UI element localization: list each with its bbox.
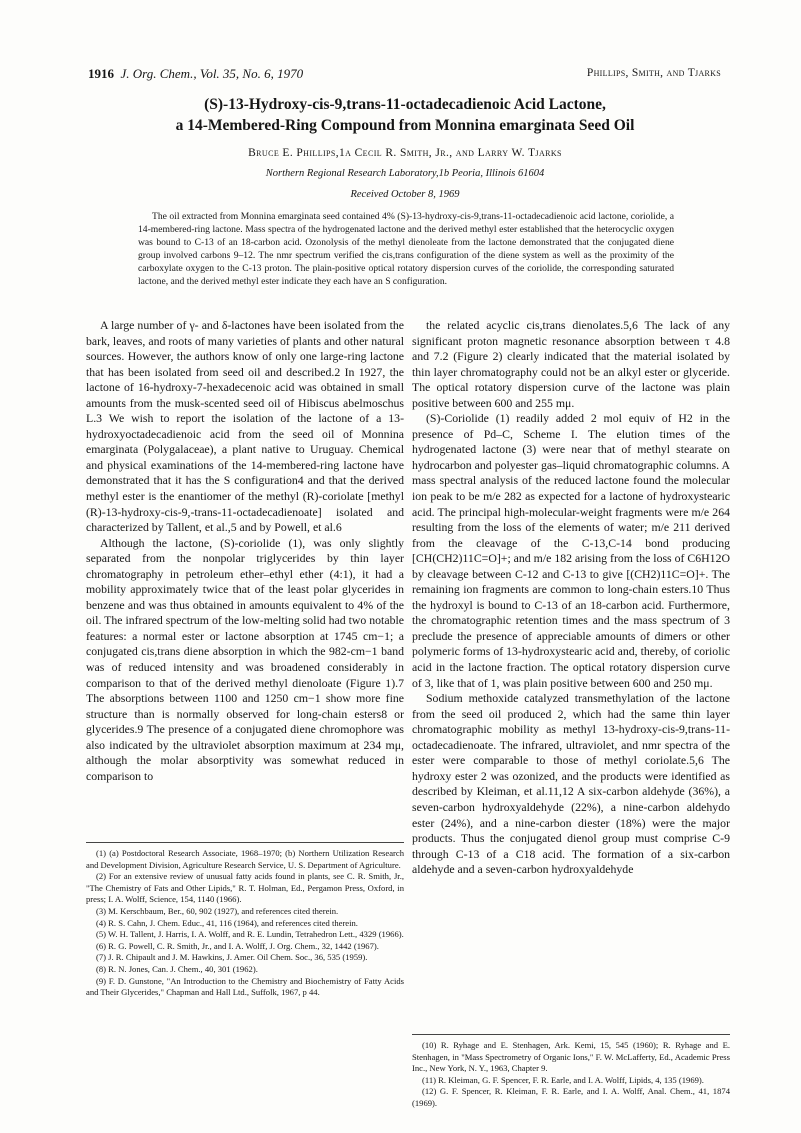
paragraph: A large number of γ- and δ-lactones have been isolated from the bark, leaves, and roots of many varieties of plants and other natural sources. However, the authors know of only one large-ring lactone that has been isolated from seed oil and described.2 In 1927, the lactone of 16-hydroxy-7-hexadecenoic acid was obtained in small amounts from the musk-scented seed oil of Hibiscus abelmoschus L.3 We wish to report the isolation of the lactone of a 13-hydroxyoctadecadienoic acid from the seed oil of Monnina emarginata (Polygalaceae), a plant native to Uruguay. Chemical and physical examinations of the 14-membered-ring lactone have demonstrated that it has the S configuration4 and that the derived methyl ester is the enantiomer of the methyl (R)-coriolate [methyl (R)-13-hydroxy-cis-9,-trans-11-octadecadienoate] isolated and characterized by Tallent, et al.,5 and by Powell, et al.6 — [86, 318, 404, 535]
article-title — [60, 94, 750, 136]
footnote: (11) R. Kleiman, G. F. Spencer, F. R. Earle, and I. A. Wolff, Lipids, 4, 135 (1969). — [422, 1074, 704, 1085]
paragraph: Sodium methoxide catalyzed transmethylation of the lactone from the seed oil produced 2, which had the same thin layer chromatographic mobility as methyl 13-hydroxy-cis-9,trans-11-octadecadienoate. The infrared, ultraviolet, and nmr spectra of the ester were comparable to those of methyl coriolate.5,6 The hydroxy ester 2 was ozonized, and the products were identified as described by Kleiman, et al.11,12 A six-carbon aldehyde (36%), a seven-carbon hydroxyaldehyde (22%), a nine-carbon aldehydo ester (24%), and a nine-carbon diester (18%) were the major products. Thus the conjugated dienol group must comprise C-9 through C-13 of a C18 acid. The formation of a six-carbon aldehyde and a seven-carbon hydroxyaldehyde — [412, 691, 730, 877]
running-header-authors: Phillips, Smith, and Tjarks — [586, 67, 721, 79]
paragraph: Although the lactone, (S)-coriolide (1), was only slightly separated from the nonpolar triglycerides by thin layer chromatography in petroleum ether–ethyl ether (4:1), it had a mobility approximately twice that of the least polar glycerides in benzene and was thus obtained in amounts equivalent to 4% of the oil. The infrared spectrum of the low-melting solid had two notable features: a normal ester or lactone absorption at 1745 cm−1; a conjugated cis,trans diene absorption in which the 982-cm−1 band was of reduced intensity and was broadened considerably in comparison to that of the derived methyl dienoloate (Figure 1).7 The absorptions between 1100 and 1250 cm−1 show more fine structure than is normally observed for long-chain esters8 or glycerides.9 The presence of a conjugated diene chromophore was also indicated by the ultraviolet absorption maximum at 234 mμ, although the molar absorptivity was somewhat reduced in comparison to — [86, 535, 404, 783]
journal-citation: J. Org. Chem., Vol. 35, No. 6, 1970 — [120, 66, 304, 81]
footnote: (10) R. Ryhage and E. Stenhagen, Ark. Kemi, 15, 545 (1960); R. Ryhage and E. Stenhagen, in "Mass Spectrometry of Organic Ions," F. W. McLafferty, Ed., Academic Press Inc., New York, N. Y., 1963, Chapter 9. — [412, 1040, 730, 1074]
author-list: Bruce E. Phillips,1a Cecil R. Smith, Jr., and Larry W. Tjarks — [248, 147, 562, 159]
body-column-left — [86, 318, 404, 784]
paragraph: (S)-Coriolide (1) readily added 2 mol equiv of H2 in the presence of Pd–C, Scheme I. The elution times of the hydrogenated lactone (3) were near that of methyl stearate on hydrocarbon and polyester gas–liquid chromatographic columns. A mass spectral analysis of the reduced lactone found the molecular ion peak to be m/e 282 as expected for a lactone of hydroxystearic acid. The principal high-molecular-weight fragments were m/e 264 resulting from the loss of the elements of water; m/e 211 derived from the cleavage of the C-13,C-14 bond producing [CH(CH2)11C=O]+; and m/e 182 arising from the loss of C6H12O by cleavage between C-12 and C-13 to give [(CH2)11C=O]+. The remaining ion fragments are common to long-chain esters.10 Thus the hydroxyl is bound to C-13 of an 18-carbon acid. Furthermore, the chromatographic retention times and the mass spectrum of 3 preclude the presence of appreciable amounts of dimers or other polymeric forms of 13-hydroxystearic acid and, thereby, of coriolic acid in the lactone fraction. The optical rotatory dispersion curve of 3, like that of 1, was plain positive between 600 and 250 mμ. — [412, 411, 730, 690]
footnotes-right — [412, 1040, 730, 1110]
footnote: (1) (a) Postdoctoral Research Associate, 1968–1970; (b) Northern Utilization Research and Development Division, Agriculture Research Service, U. S. Department of Agriculture. — [86, 848, 404, 870]
footnote: (12) G. F. Spencer, R. Kleiman, F. R. Earle, and I. A. Wolff, Anal. Chem., 41, 1874 (1969). — [412, 1086, 730, 1108]
abstract — [138, 210, 674, 288]
footnote: (9) F. D. Gunstone, "An Introduction to the Chemistry and Biochemistry of Fatty Acids and Their Glycerides," Chapman and Hall Ltd., Suffolk, 1967, p 44. — [86, 975, 404, 998]
footnote-divider-left — [86, 842, 404, 843]
footnote-divider-right — [412, 1034, 730, 1035]
received-date: Received October 8, 1969 — [350, 189, 460, 200]
footnote: (8) R. N. Jones, Can. J. Chem., 40, 301 (1962). — [96, 963, 258, 974]
abstract-text: The oil extracted from Monnina emarginata seed contained 4% (S)-13-hydroxy-cis-9,trans-11-octadecadienoic acid lactone, coriolide, a 14-membered-ring lactone. Mass spectra of the hydrogenated lactone and the derived methyl ester established that the heterocyclic oxygen was bound to C-13 of an 18-carbon acid. Ozonolysis of the methyl dienoleate from the lactone demonstrated that the conjugated diene group involved carbons 9–12. The nmr spectrum verified the cis,trans configuration of the diene system as well as the proximity of the carboxylate oxygen to the C-13 proton. The plain-positive optical rotatory dispersion curves of the coriolide, the corresponding saturated lactone, and the derived methyl ester indicate they each have an S configuration. — [138, 211, 674, 287]
title-line-1: (S)-13-Hydroxy-cis-9,trans-11-octadecadienoic Acid Lactone, — [204, 96, 606, 113]
footnote: (2) For an extensive review of unusual fatty acids found in plants, see C. R. Smith, Jr., "The Chemistry of Fats and Other Lipids," R. T. Holman, Ed., Pergamon Press, Oxford, in press; I. A. Wolff, Science, 154, 1140 (1966). — [86, 871, 404, 905]
body-column-right — [412, 318, 730, 878]
footnote: (6) R. G. Powell, C. R. Smith, Jr., and I. A. Wolff, J. Org. Chem., 32, 1442 (1967). — [96, 940, 379, 951]
footnotes-left — [86, 848, 404, 999]
footnote: (3) M. Kerschbaum, Ber., 60, 902 (1927), and references cited therein. — [96, 905, 339, 916]
footnote: (7) J. R. Chipault and J. M. Hawkins, J. Amer. Oil Chem. Soc., 36, 535 (1959). — [96, 952, 368, 963]
affiliation: Northern Regional Research Laboratory,1b Peoria, Illinois 61604 — [265, 168, 545, 179]
footnote: (4) R. S. Cahn, J. Chem. Educ., 41, 116 (1964), and references cited therein. — [96, 917, 358, 928]
footnote: (5) W. H. Tallent, J. Harris, I. A. Wolff, and R. E. Lundin, Tetrahedron Lett., 4329 (1966). — [96, 929, 404, 940]
page-number: 1916 — [88, 66, 114, 81]
title-line-2: a 14-Membered-Ring Compound from Monnina emarginata Seed Oil — [175, 117, 635, 134]
paragraph: the related acyclic cis,trans dienolates.5,6 The lack of any significant proton magnetic resonance absorption between τ 4.8 and 7.2 (Figure 2) clearly indicated that the material isolated by thin layer chromatography could not be an alkyl ester or glyceride. The optical rotatory dispersion curve of the lactone was plain positive between 600 and 255 mμ. — [412, 318, 730, 410]
running-header-left — [88, 66, 303, 82]
